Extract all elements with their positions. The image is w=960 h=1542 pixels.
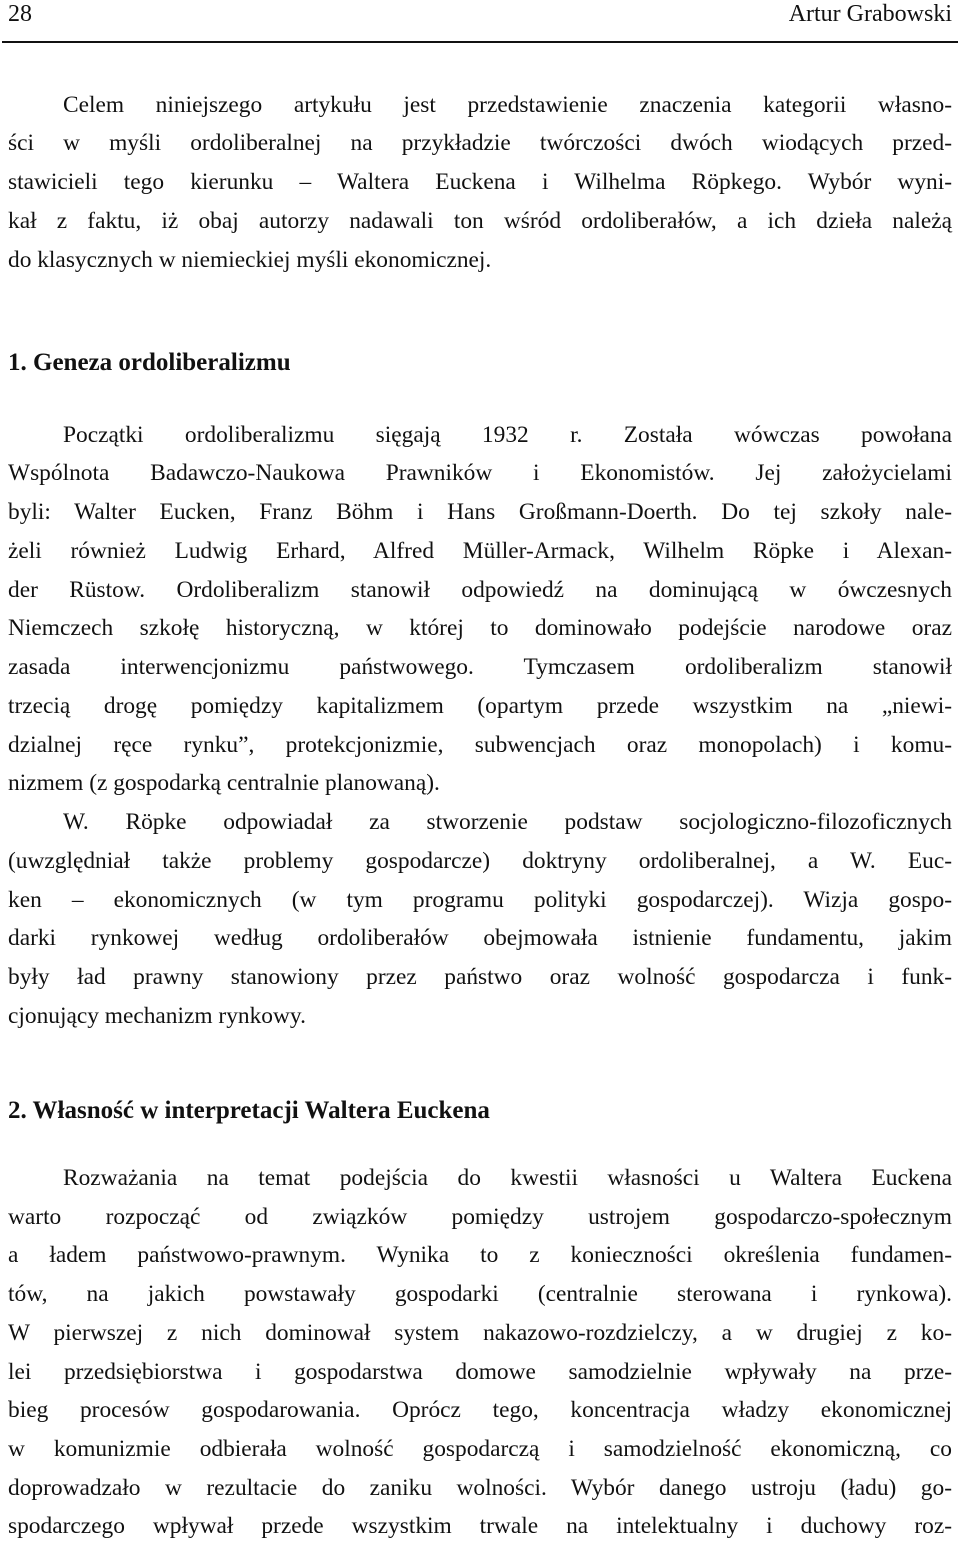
text-line: doprowadzało w rezultacie do zaniku wolności. Wybór danego ustroju (ładu) go- — [8, 1475, 952, 1501]
section-heading: 1. Geneza ordoliberalizmu — [8, 349, 291, 376]
text-line: byli: Walter Eucken, Franz Böhm i Hans Großmann-Doerth. Do tej szkoły nale- — [8, 499, 952, 525]
text-line: w komunizmie odbierała wolność gospodarczą i samodzielność ekonomiczną, co — [8, 1436, 952, 1462]
text-line: Niemczech szkołę historyczną, w której to dominowało podejście narodowe oraz — [8, 615, 952, 641]
text-line: Celem niniejszego artykułu jest przedstawienie znaczenia kategorii własno- — [63, 92, 952, 118]
text-line: darki rynkowej według ordoliberałów obejmowała istnienie fundamentu, jakim — [8, 925, 952, 951]
text-line: Rozważania na temat podejścia do kwestii własności u Waltera Euckena — [63, 1165, 952, 1191]
text-line: żeli również Ludwig Erhard, Alfred Müller-Armack, Wilhelm Röpke i Alexan- — [8, 538, 952, 564]
text-line: Początki ordoliberalizmu sięgają 1932 r. Została wówczas powołana — [63, 422, 952, 448]
text-line: dzialnej ręce rynku”, protekcjonizmie, subwencjach oraz monopolach) i komu- — [8, 732, 952, 758]
text-line: a ładem państwowo-prawnym. Wynika to z konieczności określenia fundamen- — [8, 1242, 952, 1268]
text-line: nizmem (z gospodarką centralnie planowaną). — [8, 770, 440, 796]
text-line: bieg procesów gospodarowania. Oprócz tego, koncentracja władzy ekonomicznej — [8, 1397, 952, 1423]
text-line: stawicieli tego kierunku – Waltera Euckena i Wilhelma Röpkego. Wybór wyni- — [8, 169, 952, 195]
running-head-author: Artur Grabowski — [788, 1, 952, 27]
text-line: ści w myśli ordoliberalnej na przykładzie twórczości dwóch wiodących przed- — [8, 130, 952, 156]
text-line: kał z faktu, iż obaj autorzy nadawali ton wśród ordoliberałów, a ich dzieła należą — [8, 208, 952, 234]
text-line: były ład prawny stanowiony przez państwo oraz wolność gospodarcza i funk- — [8, 964, 952, 990]
text-line: cjonujący mechanizm rynkowy. — [8, 1003, 306, 1029]
page-header — [8, 0, 952, 36]
text-line: spodarczego wpływał przede wszystkim trwale na intelektualny i duchowy roz- — [8, 1513, 952, 1539]
text-line: lei przedsiębiorstwa i gospodarstwa domowe samodzielnie wpływały na prze- — [8, 1359, 952, 1385]
text-line: (uwzględniał także problemy gospodarcze) doktryny ordoliberalnej, a W. Euc- — [8, 848, 952, 874]
text-line: trzecią drogę pomiędzy kapitalizmem (opartym przede wszystkim na „niewi- — [8, 693, 952, 719]
text-line: do klasycznych w niemieckiej myśli ekonomicznej. — [8, 247, 492, 273]
text-line: zasada interwencjonizmu państwowego. Tymczasem ordoliberalizm stanowił — [8, 654, 952, 680]
page-number: 28 — [8, 1, 32, 27]
text-line: Wspólnota Badawczo-Naukowa Prawników i Ekonomistów. Jej założycielami — [8, 460, 952, 486]
text-line: tów, na jakich powstawały gospodarki (centralnie sterowana i rynkowa). — [8, 1281, 952, 1307]
header-rule — [2, 41, 958, 43]
text-line: der Rüstow. Ordoliberalizm stanowił odpowiedź na dominującą w ówczesnych — [8, 577, 952, 603]
text-line: W pierwszej z nich dominował system nakazowo-rozdzielczy, a w drugiej z ko- — [8, 1320, 952, 1346]
text-line: W. Röpke odpowiadał za stworzenie podstaw socjologiczno-filozoficznych — [63, 809, 952, 835]
text-line: warto rozpocząć od związków pomiędzy ustrojem gospodarczo-społecznym — [8, 1204, 952, 1230]
text-line: ken – ekonomicznych (w tym programu polityki gospodarczej). Wizja gospo- — [8, 887, 952, 913]
section-heading: 2. Własność w interpretacji Waltera Euckena — [8, 1097, 490, 1124]
